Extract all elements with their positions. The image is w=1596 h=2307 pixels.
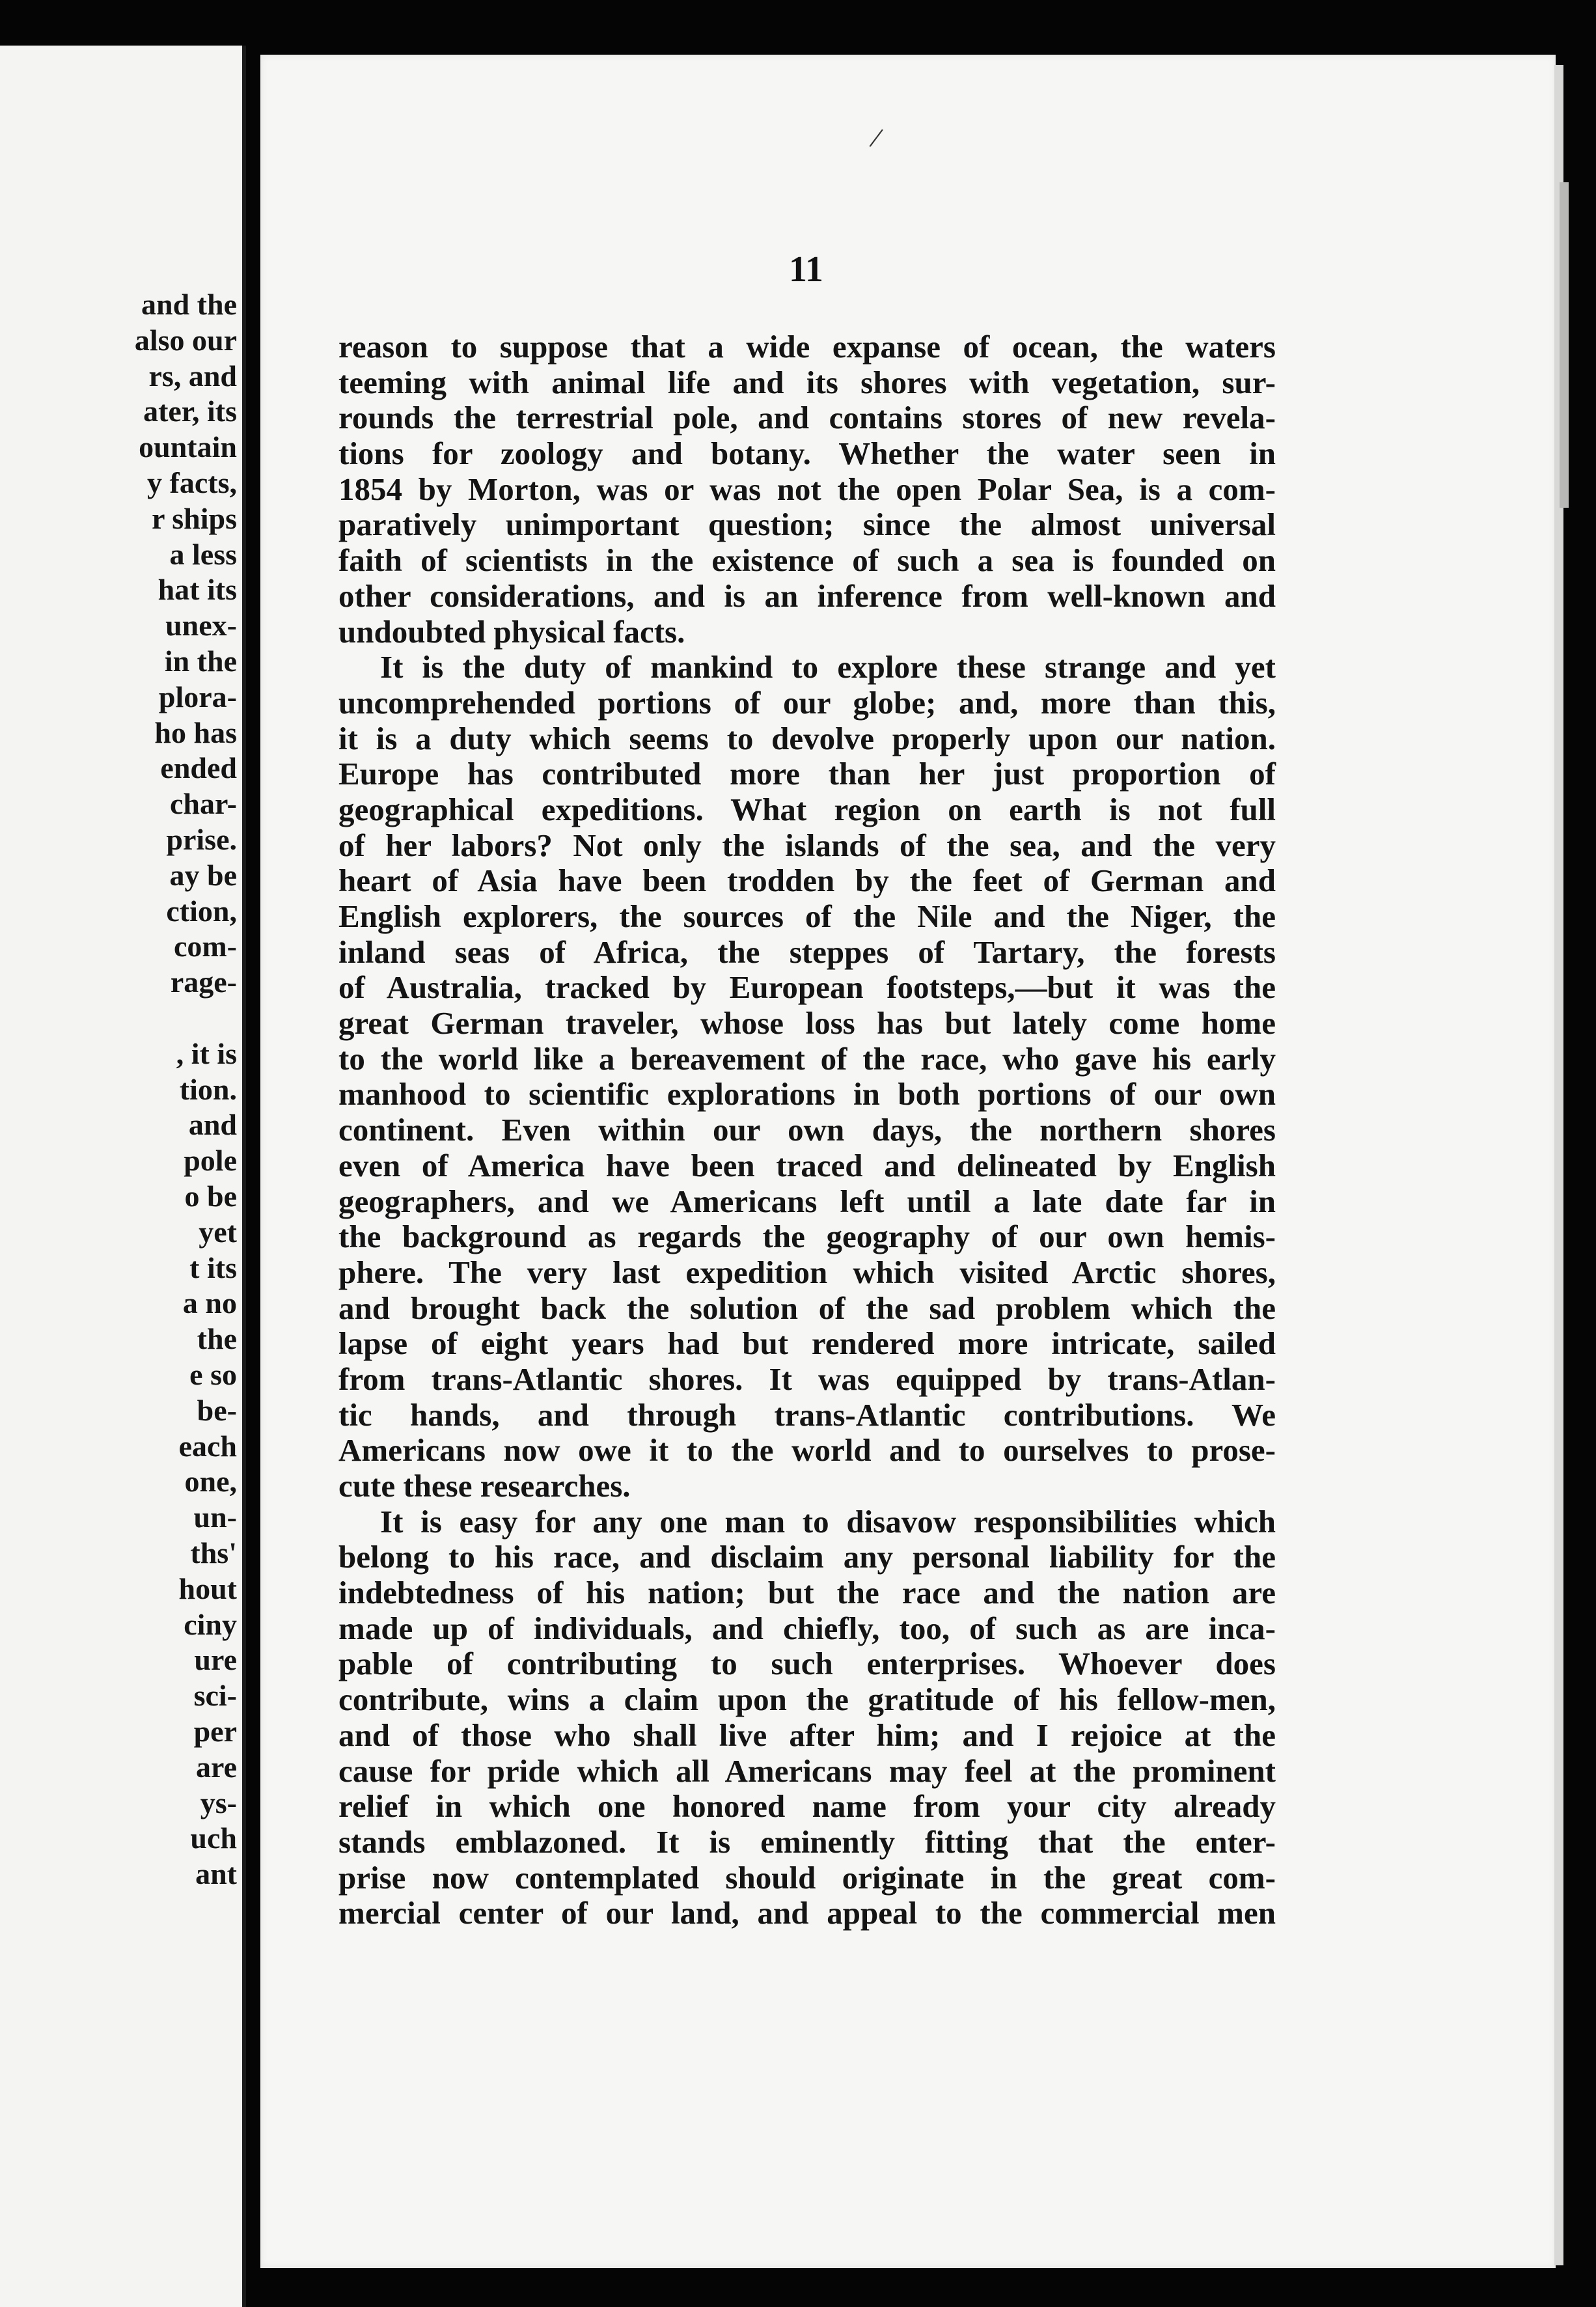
- stray-pen-mark: /: [867, 120, 886, 155]
- text-line: It is the duty of mankind to explore these strange and yet: [380, 649, 1276, 685]
- left-page-line: ater, its: [143, 394, 237, 428]
- text-line: continent. Even within our own days, the northern shores: [338, 1112, 1276, 1148]
- left-page-fragment: [0, 46, 246, 2307]
- text-line: great German traveler, whose loss has but lately come home: [338, 1005, 1276, 1042]
- left-page-line: char-: [169, 787, 237, 821]
- left-page-line: ountain: [139, 430, 237, 464]
- text-line: of her labors? Not only the islands of the sea, and the very: [338, 827, 1276, 863]
- text-line: Europe has contributed more than her just proportion of: [338, 756, 1276, 792]
- text-line: rounds the terrestrial pole, and contains stores of new revela-: [338, 400, 1276, 436]
- left-page-line: t its: [189, 1250, 237, 1284]
- text-line: prise now contemplated should originate in the great com-: [338, 1859, 1276, 1896]
- left-page-line: also our: [134, 323, 237, 357]
- left-page-line: ys-: [200, 1786, 237, 1819]
- text-line: undoubted physical facts.: [338, 613, 685, 650]
- text-line: cute these researches.: [338, 1468, 631, 1504]
- left-page-line: uch: [190, 1821, 237, 1855]
- text-line: inland seas of Africa, the steppes of Tartary, the forests: [338, 933, 1276, 970]
- left-page-line: ended: [160, 751, 237, 785]
- text-line: paratively unimportant question; since the almost universal: [338, 506, 1276, 543]
- text-line: geographers, and we Americans left until a late date far in: [338, 1183, 1276, 1219]
- left-page-line: ure: [194, 1643, 237, 1677]
- left-page-line: one,: [184, 1465, 237, 1499]
- left-page-line: the: [197, 1322, 237, 1356]
- left-page-line: a less: [169, 537, 237, 571]
- left-page-line: each: [178, 1429, 237, 1463]
- left-page-line: ay be: [169, 858, 237, 892]
- page-number: 11: [789, 249, 823, 290]
- left-page-line: in the: [164, 644, 237, 678]
- text-line: made up of individuals, and chiefly, too, of such as are inca-: [338, 1610, 1276, 1646]
- text-line: English explorers, the sources of the Nile and the Niger, the: [338, 898, 1276, 934]
- left-page-line: are: [195, 1750, 237, 1784]
- text-line: to the world like a bereavement of the race, who gave his early: [338, 1040, 1276, 1077]
- left-page-line: prise.: [166, 823, 237, 856]
- text-line: it is a duty which seems to devolve properly upon our nation.: [338, 720, 1276, 756]
- page-edge-shadow: [1560, 182, 1569, 508]
- left-page-line: a no: [182, 1286, 237, 1320]
- left-page-line: yet: [199, 1215, 237, 1249]
- left-page-line: and: [188, 1108, 237, 1142]
- left-page-line: plora-: [158, 680, 237, 713]
- text-line: tions for zoology and botany. Whether the water seen in: [338, 435, 1276, 472]
- left-page-line: ant: [195, 1857, 237, 1891]
- text-line: manhood to scientific explorations in both portions of our own: [338, 1076, 1276, 1112]
- text-line: and brought back the solution of the sad problem which the: [338, 1290, 1276, 1326]
- text-line: cause for pride which all Americans may feel at the prominent: [338, 1752, 1276, 1789]
- text-line: faith of scientists in the existence of such a sea is founded on: [338, 542, 1276, 579]
- text-line: mercial center of our land, and appeal to the commercial men: [338, 1895, 1276, 1931]
- left-page-line: sci-: [193, 1679, 237, 1713]
- text-line: 1854 by Morton, was or was not the open Polar Sea, is a com-: [338, 471, 1276, 507]
- left-page-line: ho has: [154, 715, 237, 749]
- text-line: relief in which one honored name from your city already: [338, 1788, 1276, 1825]
- left-page-line: hout: [178, 1571, 237, 1605]
- text-line: of Australia, tracked by European footsteps,—but it was the: [338, 969, 1276, 1006]
- left-page-line: pole: [184, 1144, 237, 1178]
- text-line: belong to his race, and disclaim any personal liability for the: [338, 1539, 1276, 1575]
- left-page-line: com-: [173, 930, 237, 963]
- text-line: stands emblazoned. It is eminently fitting that the enter-: [338, 1823, 1276, 1860]
- text-line: and of those who shall live after him; and I rejoice at the: [338, 1717, 1276, 1753]
- left-page-line: ths': [190, 1536, 237, 1569]
- left-page-line: be-: [197, 1393, 237, 1427]
- text-line: uncomprehended portions of our globe; and, more than this,: [338, 684, 1276, 721]
- text-line: indebtedness of his nation; but the race and the nation are: [338, 1575, 1276, 1611]
- left-page-line: rage-: [170, 965, 237, 999]
- text-line: from trans-Atlantic shores. It was equipped by trans-Atlan-: [338, 1361, 1276, 1397]
- text-line: pable of contributing to such enterprises. Whoever does: [338, 1646, 1276, 1682]
- text-line: even of America have been traced and delineated by English: [338, 1147, 1276, 1183]
- left-page-line: ction,: [166, 894, 237, 928]
- left-page-line: un-: [193, 1500, 237, 1534]
- left-page-line: e so: [189, 1358, 237, 1391]
- left-page-line: y facts,: [147, 466, 237, 499]
- text-line: It is easy for any one man to disavow responsibilities which: [380, 1503, 1276, 1540]
- text-line: other considerations, and is an inference from well-known and: [338, 577, 1276, 614]
- text-line: reason to suppose that a wide expanse of ocean, the waters: [338, 329, 1276, 365]
- text-line: contribute, wins a claim upon the gratitude of his fellow-men,: [338, 1681, 1276, 1718]
- left-page-line: ciny: [184, 1607, 237, 1641]
- text-line: the background as regards the geography of our own hemis-: [338, 1219, 1276, 1255]
- left-page-line: per: [193, 1715, 237, 1748]
- left-page-line: r ships: [152, 501, 237, 535]
- text-line: phere. The very last expedition which visited Arctic shores,: [338, 1254, 1276, 1290]
- body-text: [338, 329, 1276, 1931]
- left-page-line: hat its: [158, 573, 237, 607]
- text-line: teeming with animal life and its shores with vegetation, sur-: [338, 364, 1276, 400]
- text-line: geographical expeditions. What region on earth is not full: [338, 791, 1276, 827]
- text-line: heart of Asia have been trodden by the feet of German and: [338, 863, 1276, 899]
- left-page-line: rs, and: [148, 359, 237, 393]
- left-page-line: o be: [184, 1180, 237, 1213]
- left-page-line: , it is: [176, 1036, 237, 1070]
- left-page-line: tion.: [179, 1072, 237, 1106]
- text-line: Americans now owe it to the world and to ourselves to prose-: [338, 1432, 1276, 1469]
- text-line: lapse of eight years had but rendered more intricate, sailed: [338, 1325, 1276, 1362]
- left-page-line: unex-: [165, 609, 237, 642]
- text-line: tic hands, and through trans-Atlantic contributions. We: [338, 1396, 1276, 1433]
- left-page-line: and the: [141, 288, 237, 321]
